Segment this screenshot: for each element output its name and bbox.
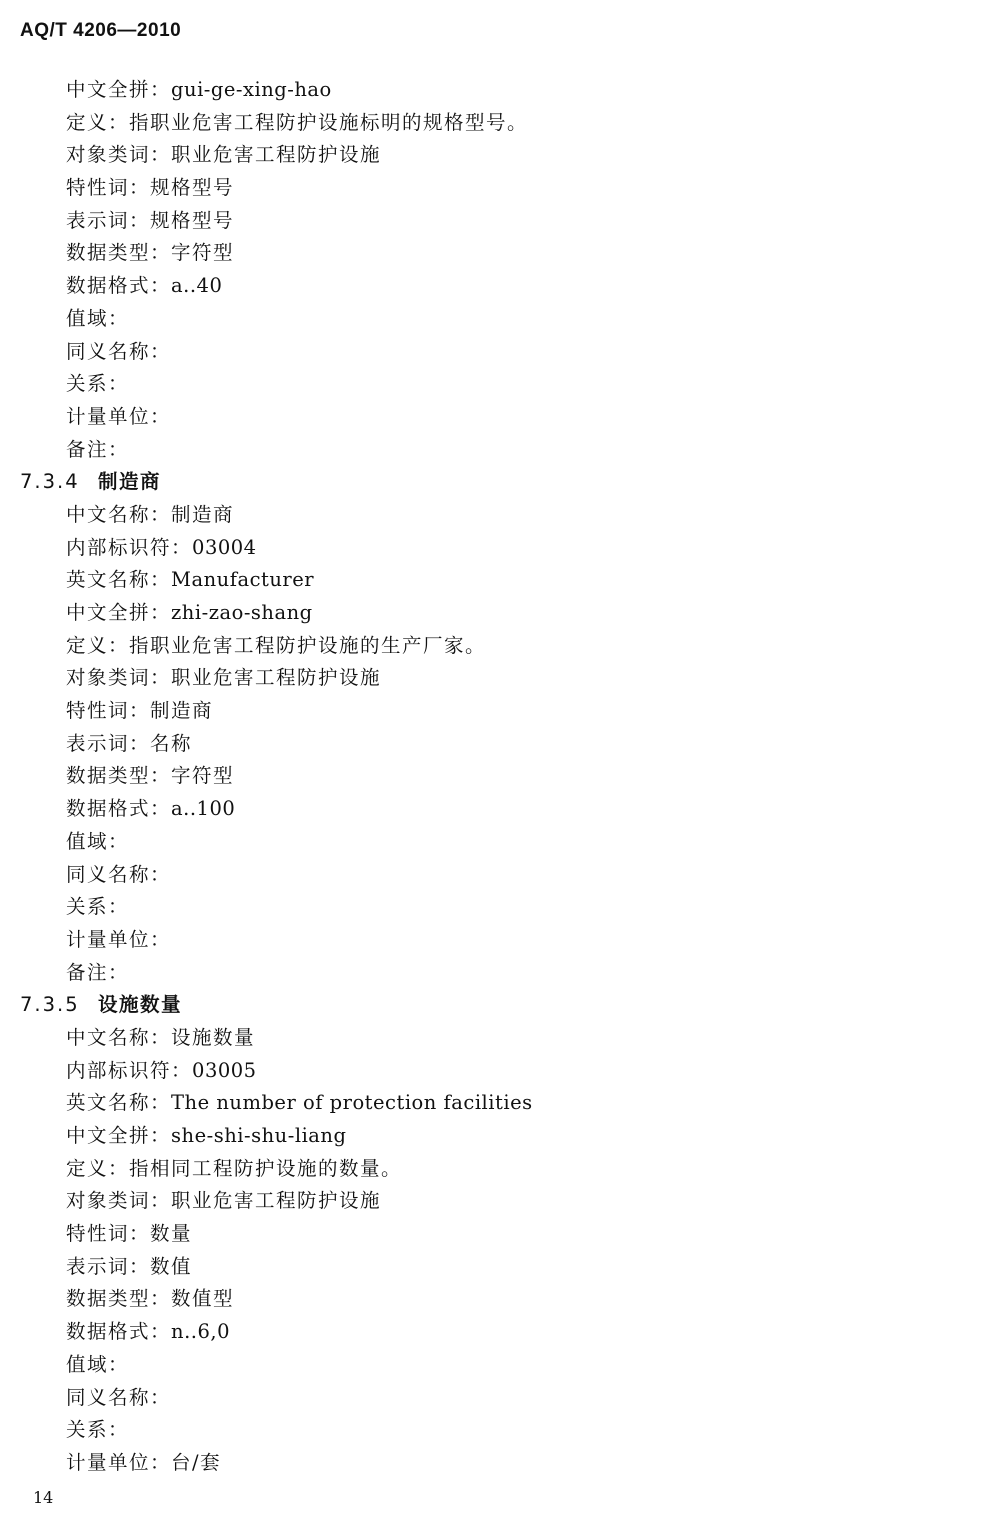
field-row bbox=[0, 564, 1002, 597]
field-row bbox=[0, 1349, 1002, 1382]
field-row bbox=[0, 139, 1002, 172]
field-label: 关系 bbox=[66, 372, 109, 396]
field-colon: ： bbox=[150, 601, 172, 624]
field-label: 同义名称 bbox=[66, 1385, 151, 1409]
field-value: 字符型 bbox=[171, 241, 235, 265]
field-colon: ： bbox=[171, 535, 193, 559]
field-colon: ： bbox=[129, 1222, 151, 1246]
field-label: 表示词 bbox=[66, 208, 130, 232]
field-row bbox=[0, 401, 1002, 434]
field-label: 对象类词 bbox=[66, 666, 151, 690]
field-colon: ： bbox=[150, 1091, 172, 1115]
field-value: 制造商 bbox=[150, 699, 214, 723]
field-row bbox=[0, 662, 1002, 695]
field-value: 数值 bbox=[150, 1254, 193, 1278]
field-value: 规格型号 bbox=[150, 208, 235, 232]
field-colon: ： bbox=[150, 927, 172, 951]
field-colon: ： bbox=[150, 862, 172, 886]
field-colon: ： bbox=[129, 731, 151, 755]
field-colon: ： bbox=[108, 306, 130, 330]
field-row bbox=[0, 1316, 1002, 1349]
field-label: 值域 bbox=[66, 306, 109, 330]
field-value: 数值型 bbox=[171, 1287, 235, 1311]
field-label: 对象类词 bbox=[66, 143, 151, 167]
field-row bbox=[0, 793, 1002, 826]
field-value: n..6,0 bbox=[171, 1320, 230, 1344]
field-label: 对象类词 bbox=[66, 1189, 151, 1213]
field-row bbox=[0, 532, 1002, 565]
field-row bbox=[0, 1120, 1002, 1153]
field-row bbox=[0, 303, 1002, 336]
field-label: 中文全拼 bbox=[66, 601, 151, 624]
field-label: 英文名称 bbox=[66, 1091, 151, 1115]
field-value: 指职业危害工程防护设施的生产厂家。 bbox=[129, 633, 487, 657]
field-colon: ： bbox=[108, 1352, 130, 1376]
field-colon: ： bbox=[108, 437, 130, 461]
field-row bbox=[0, 368, 1002, 401]
field-colon: ： bbox=[108, 960, 130, 984]
field-label: 定义 bbox=[66, 1156, 109, 1180]
field-value: 设施数量 bbox=[171, 1025, 256, 1049]
field-value: a..100 bbox=[171, 797, 236, 821]
field-label: 表示词 bbox=[66, 731, 130, 755]
field-label: 计量单位 bbox=[66, 404, 151, 428]
field-row bbox=[0, 270, 1002, 303]
field-row bbox=[0, 1414, 1002, 1447]
field-value: 03004 bbox=[192, 535, 257, 559]
field-value: 职业危害工程防护设施 bbox=[171, 143, 382, 167]
field-row bbox=[0, 434, 1002, 467]
field-row bbox=[0, 924, 1002, 957]
field-row bbox=[0, 1447, 1002, 1480]
field-colon: ： bbox=[150, 502, 172, 526]
field-value: 03005 bbox=[192, 1058, 257, 1082]
field-label: 数据格式 bbox=[66, 274, 151, 298]
field-colon: ： bbox=[108, 1418, 130, 1442]
field-value: 规格型号 bbox=[150, 176, 235, 200]
field-colon: ： bbox=[129, 699, 151, 723]
field-row bbox=[0, 1055, 1002, 1088]
field-row bbox=[0, 728, 1002, 761]
field-colon: ： bbox=[150, 1385, 172, 1409]
section-heading bbox=[0, 989, 1002, 1022]
field-colon: ： bbox=[150, 1320, 172, 1344]
field-value: she-shi-shu-liang bbox=[171, 1124, 347, 1147]
field-row bbox=[0, 1283, 1002, 1316]
field-row bbox=[0, 1022, 1002, 1055]
field-colon: ： bbox=[150, 764, 172, 788]
field-label: 内部标识符 bbox=[66, 535, 172, 559]
field-row bbox=[0, 695, 1002, 728]
field-row bbox=[0, 336, 1002, 369]
field-label: 中文全拼 bbox=[66, 78, 151, 101]
field-label: 计量单位 bbox=[66, 927, 151, 951]
field-label: 值域 bbox=[66, 1352, 109, 1376]
field-colon: ： bbox=[108, 372, 130, 396]
field-row bbox=[0, 172, 1002, 205]
field-row bbox=[0, 597, 1002, 630]
field-colon: ： bbox=[129, 208, 151, 232]
field-colon: ： bbox=[150, 1025, 172, 1049]
field-row bbox=[0, 1218, 1002, 1251]
field-row bbox=[0, 859, 1002, 892]
field-colon: ： bbox=[108, 895, 130, 919]
document-body bbox=[0, 74, 1002, 1480]
field-colon: ： bbox=[108, 829, 130, 853]
field-row bbox=[0, 891, 1002, 924]
field-colon: ： bbox=[150, 404, 172, 428]
field-label: 内部标识符 bbox=[66, 1058, 172, 1082]
field-colon: ： bbox=[150, 1124, 172, 1147]
field-colon: ： bbox=[150, 241, 172, 265]
field-value: 职业危害工程防护设施 bbox=[171, 1189, 382, 1213]
field-colon: ： bbox=[150, 1287, 172, 1311]
field-label: 关系 bbox=[66, 895, 109, 919]
field-colon: ： bbox=[150, 1450, 172, 1474]
field-row bbox=[0, 107, 1002, 140]
field-colon: ： bbox=[108, 110, 130, 134]
field-value: zhi-zao-shang bbox=[171, 601, 313, 624]
field-row bbox=[0, 499, 1002, 532]
field-colon: ： bbox=[150, 666, 172, 690]
field-value: 制造商 bbox=[171, 502, 235, 526]
field-label: 中文名称 bbox=[66, 1025, 151, 1049]
field-label: 定义 bbox=[66, 633, 109, 657]
field-row bbox=[0, 1251, 1002, 1284]
section-title: 设施数量 bbox=[98, 993, 183, 1017]
field-colon: ： bbox=[150, 78, 172, 101]
section-number: 7.3.5 bbox=[20, 993, 80, 1017]
field-value: 名称 bbox=[150, 731, 193, 755]
field-label: 表示词 bbox=[66, 1254, 130, 1278]
field-value: 指相同工程防护设施的数量。 bbox=[129, 1156, 403, 1180]
field-label: 特性词 bbox=[66, 176, 130, 200]
field-value: 指职业危害工程防护设施标明的规格型号。 bbox=[129, 110, 529, 134]
field-colon: ： bbox=[150, 568, 172, 592]
field-colon: ： bbox=[108, 1156, 130, 1180]
field-value: 台/套 bbox=[171, 1450, 222, 1474]
field-colon: ： bbox=[129, 1254, 151, 1278]
field-label: 数据类型 bbox=[66, 764, 151, 788]
section-title: 制造商 bbox=[98, 470, 162, 494]
field-row bbox=[0, 1153, 1002, 1186]
field-row bbox=[0, 630, 1002, 663]
field-label: 同义名称 bbox=[66, 862, 151, 886]
field-row bbox=[0, 760, 1002, 793]
field-value: a..40 bbox=[171, 274, 223, 298]
field-label: 关系 bbox=[66, 1418, 109, 1442]
field-label: 特性词 bbox=[66, 1222, 130, 1246]
field-row bbox=[0, 957, 1002, 990]
field-colon: ： bbox=[150, 1189, 172, 1213]
field-value: gui-ge-xing-hao bbox=[171, 78, 332, 101]
field-row bbox=[0, 205, 1002, 238]
field-colon: ： bbox=[108, 633, 130, 657]
field-label: 定义 bbox=[66, 110, 109, 134]
field-colon: ： bbox=[150, 339, 172, 363]
field-row bbox=[0, 1382, 1002, 1415]
field-label: 数据类型 bbox=[66, 1287, 151, 1311]
field-label: 数据格式 bbox=[66, 1320, 151, 1344]
field-colon: ： bbox=[150, 797, 172, 821]
section-number: 7.3.4 bbox=[20, 470, 80, 494]
field-label: 数据格式 bbox=[66, 797, 151, 821]
field-row bbox=[0, 74, 1002, 107]
field-label: 同义名称 bbox=[66, 339, 151, 363]
field-label: 值域 bbox=[66, 829, 109, 853]
field-label: 数据类型 bbox=[66, 241, 151, 265]
field-value: 数量 bbox=[150, 1222, 193, 1246]
field-value: 字符型 bbox=[171, 764, 235, 788]
page-number: 14 bbox=[33, 1488, 54, 1507]
field-value: The number of protection facilities bbox=[171, 1091, 533, 1115]
standard-code: AQ/T 4206—2010 bbox=[20, 20, 182, 41]
field-value: Manufacturer bbox=[171, 568, 315, 592]
field-row bbox=[0, 826, 1002, 859]
field-row bbox=[0, 1185, 1002, 1218]
field-row bbox=[0, 1087, 1002, 1120]
field-label: 中文名称 bbox=[66, 502, 151, 526]
field-label: 备注 bbox=[66, 960, 109, 984]
field-label: 特性词 bbox=[66, 699, 130, 723]
field-colon: ： bbox=[150, 143, 172, 167]
field-colon: ： bbox=[171, 1058, 193, 1082]
field-value: 职业危害工程防护设施 bbox=[171, 666, 382, 690]
field-row bbox=[0, 237, 1002, 270]
field-label: 英文名称 bbox=[66, 568, 151, 592]
field-label: 计量单位 bbox=[66, 1450, 151, 1474]
field-label: 备注 bbox=[66, 437, 109, 461]
field-colon: ： bbox=[150, 274, 172, 298]
field-label: 中文全拼 bbox=[66, 1124, 151, 1147]
field-colon: ： bbox=[129, 176, 151, 200]
section-heading bbox=[0, 466, 1002, 499]
